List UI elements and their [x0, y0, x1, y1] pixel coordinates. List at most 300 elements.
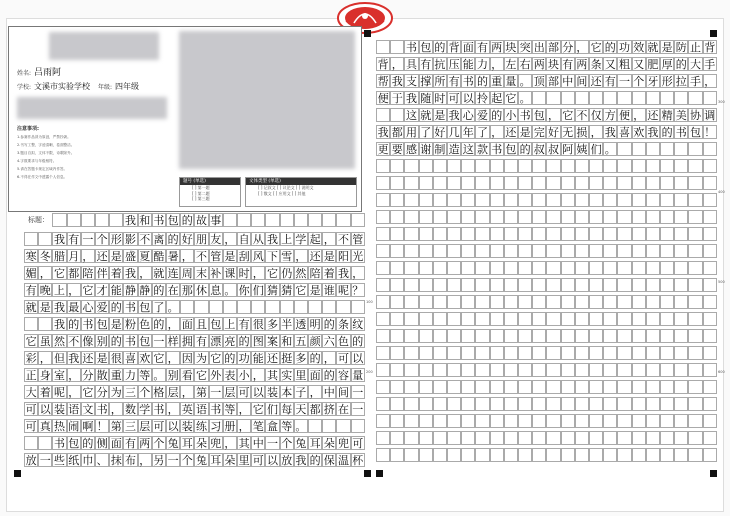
grid-cell	[532, 210, 546, 224]
word-count-mark: 200	[366, 370, 373, 374]
grid-cell	[461, 363, 475, 377]
grid-cell	[504, 397, 518, 411]
grid-cell	[419, 431, 433, 445]
grid-cell: 书	[153, 403, 165, 416]
grid-cell: 的	[82, 437, 94, 450]
grid-cell	[660, 278, 674, 292]
grid-cell	[632, 91, 646, 105]
option-line[interactable]: [ ] 记叙文 [ ] 议论文 [ ] 说明文	[258, 185, 314, 190]
grid-cell	[390, 261, 404, 275]
grid-cell	[646, 278, 660, 292]
word-count-mark: 500	[718, 280, 725, 284]
grid-cell: 格	[153, 386, 165, 399]
grid-cell: 书	[462, 75, 474, 88]
grid-cell	[561, 193, 575, 207]
title-cell	[294, 213, 308, 227]
grid-cell	[575, 431, 589, 445]
grid-cell: ，	[547, 109, 559, 122]
grid-cell: 以	[352, 352, 364, 365]
grid-cell: 夏	[139, 250, 151, 263]
grid-cell: 暑	[167, 250, 179, 263]
grid-cell	[447, 312, 461, 326]
title-cell	[67, 213, 81, 227]
grid-cell: 的	[519, 143, 531, 156]
grid-cell: 仍	[281, 267, 293, 280]
grid-cell: 其	[238, 437, 250, 450]
grid-cell	[433, 329, 447, 343]
grid-cell	[674, 346, 688, 360]
grid-cell: 身	[39, 369, 51, 382]
grid-cell: 色	[337, 335, 349, 348]
grid-cell	[490, 244, 504, 258]
grid-cell: 我	[295, 454, 307, 467]
grid-cell	[532, 159, 546, 173]
grid-cell	[617, 142, 631, 156]
grid-cell	[461, 176, 475, 190]
grid-cell: 都	[391, 126, 403, 139]
grid-cell	[546, 295, 560, 309]
grid-cell: 才	[96, 284, 108, 297]
grid-cell: 散	[96, 369, 108, 382]
grid-cell: 。	[295, 420, 307, 433]
grid-cell: 是	[309, 284, 321, 297]
registration-mark	[710, 470, 717, 477]
grid-cell: 又	[604, 58, 616, 71]
grid-cell	[703, 431, 717, 445]
grid-cell	[518, 210, 532, 224]
grid-cell	[490, 431, 504, 445]
grid-cell: 层	[224, 386, 236, 399]
grid-cell	[419, 363, 433, 377]
title-cell	[265, 213, 279, 227]
grid-cell: 的	[352, 335, 364, 348]
grid-cell: 我	[647, 126, 659, 139]
grid-cell	[419, 244, 433, 258]
grid-cell: 离	[153, 233, 165, 246]
grid-cell	[617, 261, 631, 275]
grid-cell: 放	[281, 454, 293, 467]
grid-cell: ，	[238, 403, 250, 416]
grid-cell: 一	[352, 403, 364, 416]
grid-cell	[532, 295, 546, 309]
grid-cell	[404, 193, 418, 207]
title-cell	[237, 213, 251, 227]
grid-cell: 风	[252, 250, 264, 263]
grid-cell	[688, 176, 702, 190]
grid-cell: 部	[547, 41, 559, 54]
grid-cell	[461, 346, 475, 360]
grid-cell: 着	[110, 267, 122, 280]
grid-cell	[603, 312, 617, 326]
grid-cell: 是	[661, 41, 673, 54]
grid-cell: 两	[533, 58, 545, 71]
grid-cell	[38, 317, 52, 331]
grid-cell: 有	[124, 437, 136, 450]
grid-cell	[475, 261, 489, 275]
grid-cell: 以	[167, 420, 179, 433]
grid-cell: 它	[53, 267, 65, 280]
grid-cell: 精	[661, 109, 673, 122]
grid-cell	[688, 193, 702, 207]
registration-mark	[710, 30, 717, 37]
grid-cell	[561, 176, 575, 190]
grid-cell: 学	[295, 233, 307, 246]
grid-cell: 的	[604, 41, 616, 54]
grid-cell: 三	[124, 386, 136, 399]
grid-cell: 很	[252, 318, 264, 331]
grid-cell	[589, 210, 603, 224]
grid-cell	[646, 448, 660, 462]
grid-cell: ，	[252, 267, 264, 280]
grid-cell	[490, 159, 504, 173]
grid-cell: 包	[533, 109, 545, 122]
grid-cell	[475, 193, 489, 207]
grid-cell	[674, 363, 688, 377]
grid-cell: 是	[224, 250, 236, 263]
grid-cell	[575, 278, 589, 292]
grid-cell	[504, 380, 518, 394]
grid-cell	[461, 159, 475, 173]
grid-cell	[632, 244, 646, 258]
grid-cell: 中	[252, 437, 264, 450]
grid-cell: 粉	[124, 318, 136, 331]
grid-cell	[703, 261, 717, 275]
grid-cell: ，	[68, 284, 80, 297]
grid-cell	[561, 227, 575, 241]
grid-cell	[322, 419, 336, 433]
grid-cell	[376, 380, 390, 394]
grid-cell: 款	[476, 143, 488, 156]
grid-cell: 等	[224, 403, 236, 416]
grid-cell	[575, 91, 589, 105]
grid-cell: 明	[309, 318, 321, 331]
grid-cell: ？	[352, 284, 364, 297]
grid-cell: 叔	[547, 143, 559, 156]
grid-cell	[603, 210, 617, 224]
essay-title-row	[24, 212, 362, 229]
grid-cell: 就	[25, 301, 37, 314]
grid-cell	[532, 448, 546, 462]
grid-cell	[433, 380, 447, 394]
question-select-box: 题号 (单选) [ ] 第一题 [ ] 第二题 [ ] 第三题	[179, 177, 241, 207]
student-info-box	[8, 26, 362, 212]
title-cell: 书	[153, 214, 165, 227]
grid-cell	[674, 142, 688, 156]
grid-cell: 面	[309, 369, 321, 382]
grid-cell	[38, 232, 52, 246]
grid-cell	[660, 448, 674, 462]
grid-cell: 制	[434, 143, 446, 156]
grid-cell: 还	[309, 250, 321, 263]
grid-cell: 包	[505, 143, 517, 156]
grid-cell	[490, 193, 504, 207]
grid-cell	[419, 278, 433, 292]
grid-cell	[433, 227, 447, 241]
redacted-field	[17, 97, 167, 119]
grid-cell: 可	[153, 420, 165, 433]
grid-cell	[617, 176, 631, 190]
grid-cell: 的	[491, 109, 503, 122]
grid-cell	[518, 431, 532, 445]
grid-cell: 彩	[25, 352, 37, 365]
grid-cell: 一	[352, 386, 364, 399]
grid-cell	[688, 210, 702, 224]
grid-cell: 一	[618, 75, 630, 88]
grid-cell: 管	[210, 250, 222, 263]
grid-cell	[475, 159, 489, 173]
grid-cell: 还	[266, 352, 278, 365]
grid-cell	[617, 295, 631, 309]
grid-cell	[280, 300, 294, 314]
grid-cell: 具	[405, 58, 417, 71]
grid-cell: 有	[25, 284, 37, 297]
grid-cell	[632, 295, 646, 309]
grid-cell	[461, 448, 475, 462]
word-count-mark: 600	[718, 370, 725, 374]
grid-cell: 支	[405, 75, 417, 88]
grid-cell	[532, 261, 546, 275]
grid-cell: 手	[689, 75, 701, 88]
grid-cell: 雪	[281, 250, 293, 263]
grid-cell	[589, 295, 603, 309]
grid-cell: 完	[533, 126, 545, 139]
registration-mark	[376, 470, 383, 477]
grid-cell	[561, 414, 575, 428]
grid-cell: 可	[25, 403, 37, 416]
grid-cell	[180, 300, 194, 314]
grid-cell	[561, 397, 575, 411]
grid-cell	[390, 431, 404, 445]
grid-cell	[209, 300, 223, 314]
grid-cell	[490, 227, 504, 241]
grid-cell	[603, 380, 617, 394]
grid-cell	[376, 431, 390, 445]
grid-cell	[561, 363, 575, 377]
grid-cell	[376, 210, 390, 224]
registration-mark	[14, 470, 21, 477]
grid-cell	[237, 300, 251, 314]
grid-cell: 抹	[110, 454, 122, 467]
grid-cell: 朵	[323, 437, 335, 450]
grid-cell: 这	[405, 109, 417, 122]
grid-cell: 有	[448, 75, 460, 88]
grid-cell	[575, 193, 589, 207]
redacted-barcode	[179, 31, 355, 169]
grid-cell	[632, 142, 646, 156]
grid-cell	[646, 244, 660, 258]
grid-cell	[461, 431, 475, 445]
grid-cell: 是	[434, 109, 446, 122]
grid-cell	[688, 448, 702, 462]
grid-cell	[575, 397, 589, 411]
grid-cell: 还	[647, 109, 659, 122]
grid-cell: 拉	[675, 75, 687, 88]
grid-cell: 我	[68, 352, 80, 365]
grid-cell: 温	[337, 454, 349, 467]
grid-cell	[390, 414, 404, 428]
grid-cell	[632, 210, 646, 224]
grid-cell: 月	[68, 250, 80, 263]
grid-cell	[603, 193, 617, 207]
grid-cell	[703, 397, 717, 411]
grid-cell	[646, 227, 660, 241]
grid-cell: 装	[53, 403, 65, 416]
option-line[interactable]: [ ] 第三题	[192, 196, 210, 201]
grid-cell: 刮	[238, 250, 250, 263]
grid-cell: 另	[153, 454, 165, 467]
grid-cell	[688, 227, 702, 241]
grid-cell: 下	[266, 250, 278, 263]
grid-cell: 有	[604, 75, 616, 88]
option-line[interactable]: [ ] 第一题	[192, 185, 210, 190]
grid-cell: 自	[238, 233, 250, 246]
grid-cell	[589, 244, 603, 258]
grid-cell	[660, 329, 674, 343]
grid-cell	[617, 227, 631, 241]
grid-cell: 无	[562, 126, 574, 139]
grid-cell: 很	[110, 352, 122, 365]
grid-cell	[504, 227, 518, 241]
grid-cell	[688, 397, 702, 411]
grid-cell	[447, 176, 461, 190]
grid-cell: 顶	[533, 75, 545, 88]
grid-cell	[617, 414, 631, 428]
grid-cell: 要	[391, 143, 403, 156]
grid-cell: 爱	[96, 301, 108, 314]
grid-cell	[660, 380, 674, 394]
grid-cell	[660, 261, 674, 275]
grid-cell	[546, 431, 560, 445]
grid-cell	[646, 312, 660, 326]
grid-cell	[703, 278, 717, 292]
grid-cell: 的	[224, 352, 236, 365]
grid-cell: 大	[25, 386, 37, 399]
grid-cell: 静	[139, 284, 151, 297]
grid-cell	[376, 329, 390, 343]
grid-cell: 一	[266, 437, 278, 450]
grid-cell: 可	[25, 420, 37, 433]
grid-cell	[504, 448, 518, 462]
grid-cell	[461, 193, 475, 207]
grid-cell: 还	[505, 126, 517, 139]
grid-cell: 面	[181, 318, 193, 331]
grid-cell	[575, 329, 589, 343]
grid-cell	[617, 380, 631, 394]
grid-cell: 我	[405, 92, 417, 105]
grid-cell	[660, 210, 674, 224]
grid-cell: 个	[633, 75, 645, 88]
grid-cell	[390, 108, 404, 122]
grid-cell: 的	[167, 233, 179, 246]
grid-cell	[589, 312, 603, 326]
grid-cell: 伴	[96, 267, 108, 280]
grid-cell: 冬	[39, 250, 51, 263]
grid-cell: 室	[53, 369, 65, 382]
grid-cell: 半	[281, 318, 293, 331]
grid-cell	[404, 295, 418, 309]
grid-cell	[546, 227, 560, 241]
genre-select-box: 文体类型 (单选) [ ] 记叙文 [ ] 议论文 [ ] 说明文 [ ] 散文 [ ] 应用文 [ ] 其他	[245, 177, 357, 207]
grid-cell: 形	[661, 75, 673, 88]
grid-cell: 更	[377, 143, 389, 156]
grid-cell	[419, 159, 433, 173]
grid-cell	[376, 397, 390, 411]
grid-cell: 的	[309, 352, 321, 365]
grid-cell	[475, 210, 489, 224]
grid-cell: 两	[139, 437, 151, 450]
grid-cell	[404, 448, 418, 462]
grid-cell: 耳	[210, 454, 222, 467]
grid-cell	[660, 346, 674, 360]
grid-cell	[518, 176, 532, 190]
grid-cell	[419, 261, 433, 275]
grid-cell	[475, 448, 489, 462]
grid-cell: 五	[295, 335, 307, 348]
grid-cell	[561, 261, 575, 275]
grid-cell: 粗	[618, 58, 630, 71]
grid-cell: 寒	[25, 250, 37, 263]
grid-cell: 的	[110, 335, 122, 348]
grid-cell	[632, 363, 646, 377]
grid-cell: 分	[96, 386, 108, 399]
grid-cell: 以	[462, 92, 474, 105]
grid-cell: 防	[675, 41, 687, 54]
grid-cell	[475, 397, 489, 411]
grid-cell: 书	[675, 126, 687, 139]
grid-cell: ，	[323, 352, 335, 365]
grid-cell: 包	[96, 318, 108, 331]
grid-cell: 压	[448, 58, 460, 71]
grid-cell: 侧	[96, 437, 108, 450]
title-cell: 我	[124, 214, 136, 227]
grid-cell	[447, 295, 461, 309]
option-line[interactable]: [ ] 散文 [ ] 应用文 [ ] 其他	[258, 190, 306, 196]
grid-cell: 耳	[181, 437, 193, 450]
grid-cell	[674, 448, 688, 462]
grid-cell: 造	[448, 143, 460, 156]
grid-cell: 它	[82, 386, 94, 399]
grid-cell: 挺	[281, 352, 293, 365]
grid-cell: 重	[110, 369, 122, 382]
grid-cell	[294, 300, 308, 314]
grid-cell	[561, 312, 575, 326]
grid-cell: 书	[519, 109, 531, 122]
grid-cell	[674, 295, 688, 309]
grid-cell	[674, 278, 688, 292]
grid-cell: 包	[210, 318, 222, 331]
grid-cell	[660, 91, 674, 105]
grid-cell	[518, 363, 532, 377]
option-line[interactable]: [ ] 第二题	[192, 190, 210, 196]
grid-cell: 。	[153, 369, 165, 382]
grid-cell: ，	[224, 437, 236, 450]
grid-cell: 个	[96, 233, 108, 246]
grid-cell: 书	[124, 301, 136, 314]
grid-cell	[376, 159, 390, 173]
grid-cell: 上	[281, 233, 293, 246]
grid-cell: 习	[210, 420, 222, 433]
grid-cell	[490, 380, 504, 394]
grid-cell	[703, 346, 717, 360]
grid-cell: 它	[153, 352, 165, 365]
grid-cell	[447, 227, 461, 241]
grid-cell: 谢	[420, 143, 432, 156]
grid-cell: 好	[547, 126, 559, 139]
grid-cell	[632, 193, 646, 207]
grid-cell	[490, 363, 504, 377]
grid-cell: 兔	[167, 437, 179, 450]
grid-cell: 个	[153, 437, 165, 450]
